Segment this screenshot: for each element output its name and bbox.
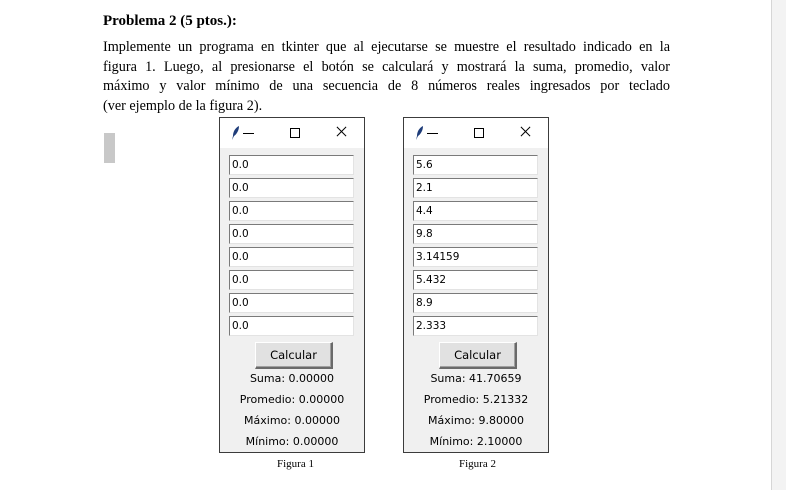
calcular-button[interactable]: Calcular [255, 342, 333, 369]
close-icon[interactable] [518, 124, 532, 140]
maximize-icon[interactable] [290, 128, 300, 138]
number-entry-4[interactable]: 0.0 [229, 224, 354, 244]
tk-feather-icon [231, 125, 241, 141]
statement-line: máximo y valor mínimo de una secuencia de 8 números reales ingresados por teclado [103, 78, 670, 94]
number-entry-7[interactable]: 8.9 [413, 293, 538, 313]
window-titlebar [220, 118, 364, 148]
tk-feather-icon [415, 125, 425, 141]
minimo-label: Mínimo: 0.00000 [245, 435, 339, 448]
number-entry-6[interactable]: 0.0 [229, 270, 354, 290]
statement-line: figura 1. Luego, al presionarse el botón se calculará y mostrará la suma, promedio, valor [103, 58, 670, 75]
number-entry-4[interactable]: 9.8 [413, 224, 538, 244]
calcular-button[interactable]: Calcular [439, 342, 517, 369]
promedio-label: Promedio: 5.21332 [423, 393, 529, 406]
tk-window-figure-2 [403, 117, 549, 453]
minimo-label: Mínimo: 2.10000 [429, 435, 523, 448]
number-entry-2[interactable]: 0.0 [229, 178, 354, 198]
figure-2-caption: Figura 2 [459, 458, 496, 470]
number-entry-7[interactable]: 0.0 [229, 293, 354, 313]
number-entry-3[interactable]: 0.0 [229, 201, 354, 221]
close-icon[interactable] [334, 124, 348, 140]
number-entry-1[interactable]: 0.0 [229, 155, 354, 175]
page-edge [771, 0, 786, 490]
problem-statement [103, 38, 670, 116]
promedio-label: Promedio: 0.00000 [239, 393, 345, 406]
maximo-label: Máximo: 0.00000 [244, 414, 340, 427]
number-entry-8[interactable]: 0.0 [229, 316, 354, 336]
maximo-label: Máximo: 9.80000 [428, 414, 524, 427]
suma-label: Suma: 41.70659 [430, 372, 522, 385]
number-entries [229, 155, 354, 339]
window-titlebar [404, 118, 548, 148]
number-entry-5[interactable]: 3.14159 [413, 247, 538, 267]
minimize-icon[interactable] [243, 124, 257, 140]
side-marker [104, 133, 115, 163]
number-entry-8[interactable]: 2.333 [413, 316, 538, 336]
suma-label: Suma: 0.00000 [249, 372, 335, 385]
problem-title: Problema 2 (5 ptos.): [103, 13, 237, 29]
number-entry-2[interactable]: 2.1 [413, 178, 538, 198]
minimize-icon[interactable] [427, 124, 441, 140]
number-entries [413, 155, 538, 339]
figure-1-caption: Figura 1 [277, 458, 314, 470]
number-entry-5[interactable]: 0.0 [229, 247, 354, 267]
maximize-icon[interactable] [474, 128, 484, 138]
statement-line: (ver ejemplo de la figura 2). [103, 97, 263, 114]
number-entry-6[interactable]: 5.432 [413, 270, 538, 290]
tk-window-figure-1 [219, 117, 365, 453]
statement-line: Implemente un programa en tkinter que al ejecutarse se muestre el resultado indicado en la [103, 39, 670, 55]
number-entry-1[interactable]: 5.6 [413, 155, 538, 175]
number-entry-3[interactable]: 4.4 [413, 201, 538, 221]
